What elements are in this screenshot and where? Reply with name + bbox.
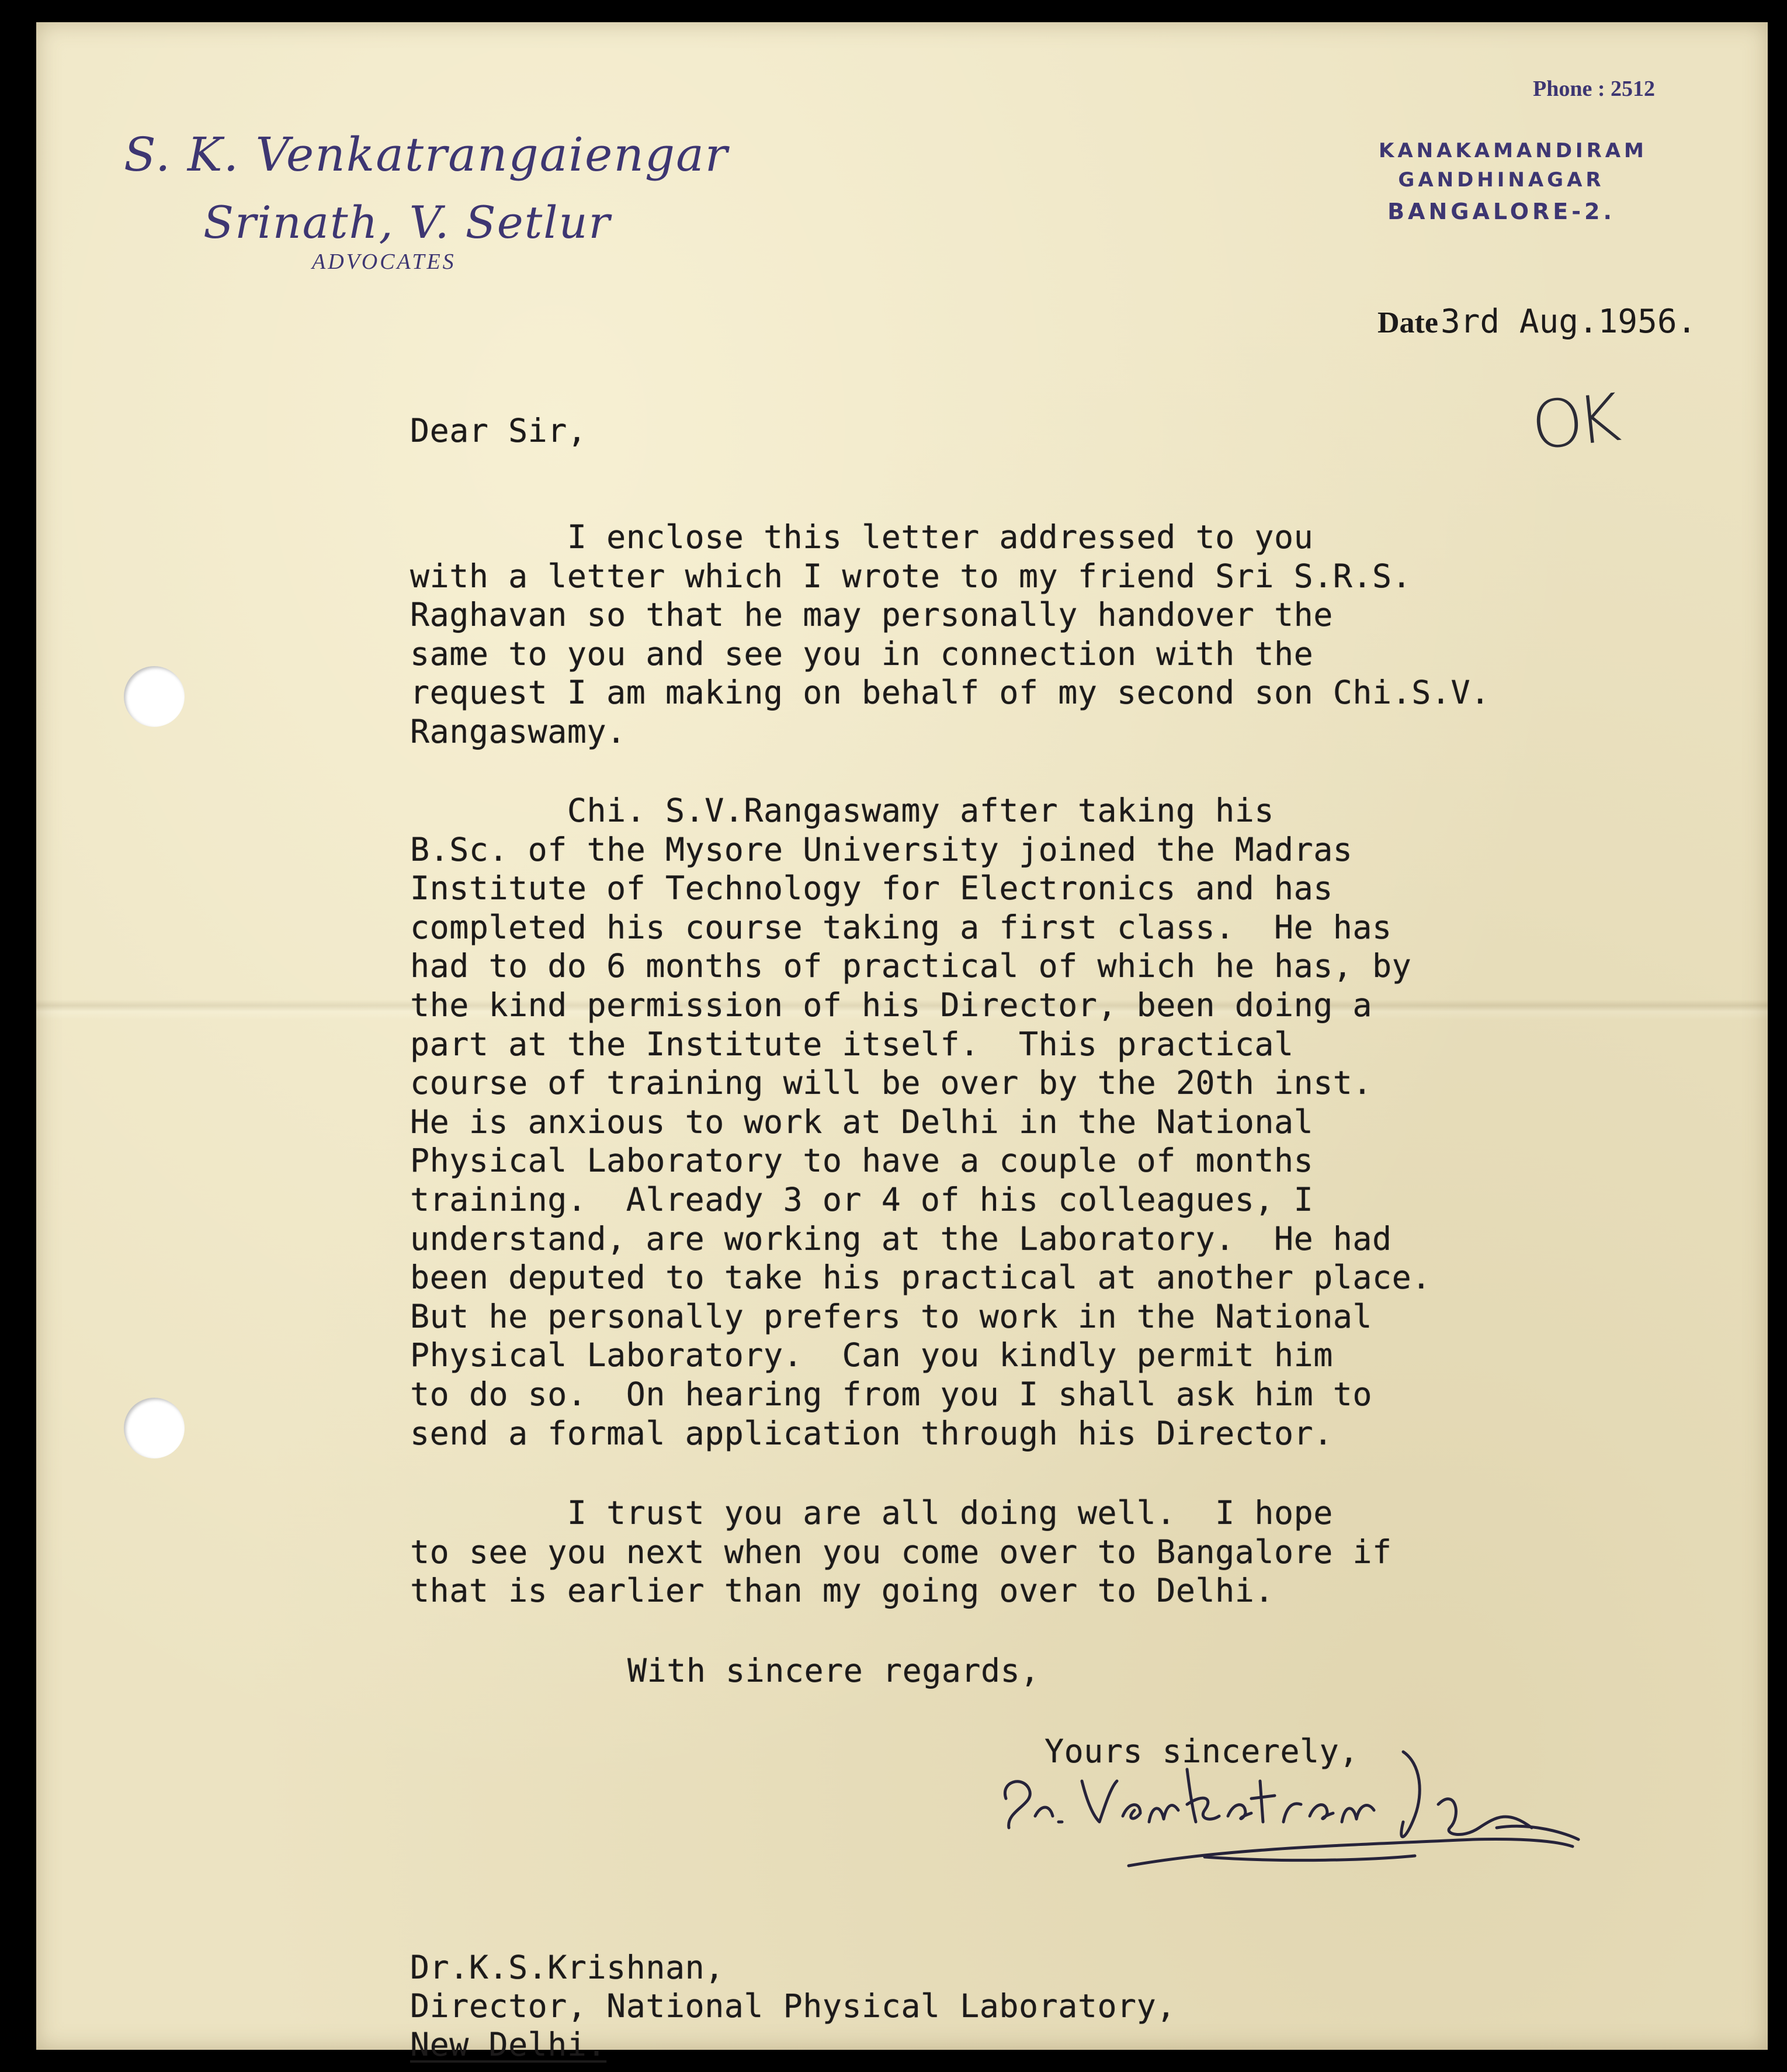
regards-line: With sincere regards,: [627, 1652, 1040, 1689]
letter-line: I trust you are all doing well. I hope: [410, 1494, 1333, 1532]
salutation: Dear Sir,: [410, 412, 587, 449]
letter-line: course of training will be over by the 20th inst.: [410, 1064, 1373, 1102]
punch-hole-bottom: [124, 1398, 185, 1458]
letter-paper: [36, 22, 1768, 2063]
letter-line: been deputed to take his practical at another place.: [410, 1259, 1431, 1297]
address-line-2: GANDHINAGAR: [1398, 168, 1605, 192]
punch-hole-top: [124, 666, 185, 727]
date-value: 3rd Aug.1956.: [1440, 303, 1697, 341]
handwritten-ok-annotation: OK: [1528, 380, 1619, 465]
letter-line: part at the Institute itself. This practical: [410, 1025, 1294, 1063]
letterhead-title: ADVOCATES: [312, 250, 456, 274]
letter-line: training. Already 3 or 4 of his colleagues, I: [410, 1180, 1314, 1218]
letter-line: that is earlier than my going over to Delhi.: [410, 1572, 1274, 1610]
letter-line: to see you next when you come over to Bangalore if: [410, 1533, 1392, 1571]
letter-line: request I am making on behalf of my second son Chi.S.V.: [410, 674, 1490, 712]
letter-line: Rangaswamy.: [410, 712, 626, 750]
date-label: Date: [1377, 306, 1438, 339]
letter-line: Chi. S.V.Rangaswamy after taking his: [410, 792, 1274, 829]
letter-line: understand, are working at the Laboratory. He had: [410, 1219, 1392, 1257]
handwritten-signature: [994, 1746, 1637, 1904]
letter-line: Physical Laboratory. Can you kindly permit him: [410, 1336, 1333, 1374]
letter-line: with a letter which I wrote to my friend Sri S.R.S.: [410, 557, 1412, 595]
closing-line: Yours sincerely,: [1045, 1733, 1359, 1770]
letterhead-name-2: Srinath, V. Setlur: [203, 196, 611, 248]
letter-line: Institute of Technology for Electronics and has: [410, 869, 1333, 907]
date-line: [1377, 303, 1696, 341]
letter-line: had to do 6 months of practical of which he has, by: [410, 947, 1412, 985]
letter-line: the kind permission of his Director, been doing a: [410, 986, 1373, 1024]
letter-line: Raghavan so that he may personally handover the: [410, 596, 1333, 634]
address-line-1: KANAKAMANDIRAM: [1379, 139, 1647, 162]
phone-number: Phone : 2512: [1533, 77, 1655, 101]
letter-line: send a formal application through his Director.: [410, 1414, 1333, 1452]
address-line-3: BANGALORE-2.: [1387, 199, 1615, 224]
letter-line: to do so. On hearing from you I shall ask him to: [410, 1375, 1373, 1413]
letter-line: Physical Laboratory to have a couple of months: [410, 1142, 1314, 1180]
letter-line: completed his course taking a first class. He has: [410, 908, 1392, 946]
paragraph-1: [410, 518, 1490, 751]
letter-line: same to you and see you in connection with the: [410, 635, 1314, 673]
letter-line: B.Sc. of the Mysore University joined the Madras: [410, 830, 1353, 868]
paragraph-3: [410, 1494, 1392, 1610]
paragraph-2: [410, 791, 1431, 1453]
letterhead-name-1: S. K. Venkatrangaiengar: [124, 127, 729, 182]
letter-line: I enclose this letter addressed to you: [410, 518, 1314, 556]
recipient-name: Dr.K.S.Krishnan,: [410, 1949, 724, 1986]
letter-line: But he personally prefers to work in the National: [410, 1297, 1373, 1335]
recipient-city: New Delhi.: [410, 2026, 607, 2063]
recipient-title: Director, National Physical Laboratory,: [410, 1987, 1176, 2025]
letter-line: He is anxious to work at Delhi in the National: [410, 1103, 1314, 1141]
